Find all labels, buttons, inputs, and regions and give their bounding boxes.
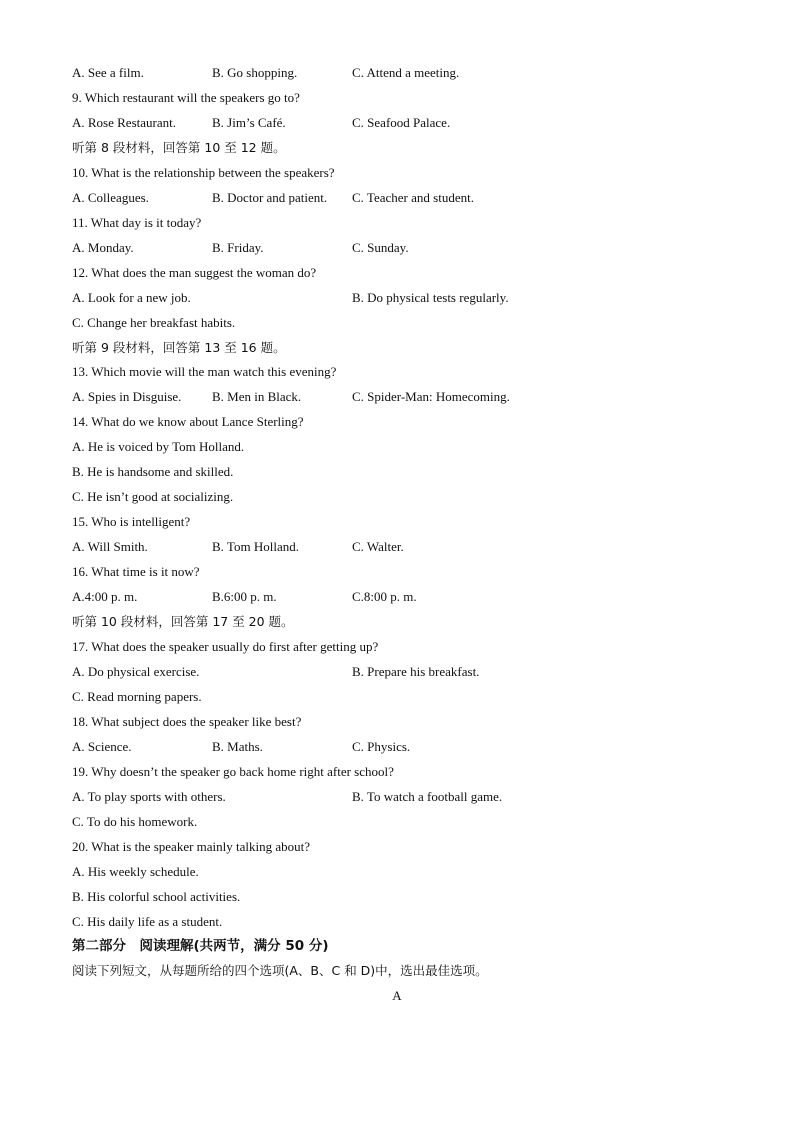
q13-option-b: B. Men in Black. bbox=[212, 389, 302, 404]
q18-option-b: B. Maths. bbox=[212, 739, 263, 754]
q8-option-a: A. See a film. bbox=[72, 65, 144, 80]
q16-option-c: C.8:00 p. m. bbox=[352, 589, 417, 604]
passage-label: A bbox=[392, 988, 402, 1003]
question-17: 17. What does the speaker usually do first after getting up? bbox=[72, 639, 379, 654]
part-2-title: 第二部分 阅读理解(共两节，满分 50 分) bbox=[72, 938, 329, 954]
q19-option-a: A. To play sports with others. bbox=[72, 789, 226, 804]
q12-option-b: B. Do physical tests regularly. bbox=[352, 290, 509, 305]
q17-option-b: B. Prepare his breakfast. bbox=[352, 664, 480, 679]
question-11: 11. What day is it today? bbox=[72, 215, 202, 230]
q19-option-b: B. To watch a football game. bbox=[352, 789, 503, 804]
q11-option-a: A. Monday. bbox=[72, 240, 134, 255]
question-13: 13. Which movie will the man watch this evening? bbox=[72, 364, 337, 379]
part-2-instruction: 阅读下列短文，从每题所给的四个选项(A、B、C 和 D)中，选出最佳选项。 bbox=[72, 963, 488, 978]
q17-option-a: A. Do physical exercise. bbox=[72, 664, 200, 679]
q18-option-c: C. Physics. bbox=[352, 739, 411, 754]
question-14: 14. What do we know about Lance Sterling? bbox=[72, 414, 304, 429]
q8-option-b: B. Go shopping. bbox=[212, 65, 298, 80]
question-10: 10. What is the relationship between the speakers? bbox=[72, 165, 335, 180]
q15-option-b: B. Tom Holland. bbox=[212, 539, 299, 554]
question-20: 20. What is the speaker mainly talking about? bbox=[72, 839, 311, 854]
q17-option-c: C. Read morning papers. bbox=[72, 689, 202, 704]
q15-option-c: C. Walter. bbox=[352, 539, 404, 554]
q10-option-c: C. Teacher and student. bbox=[352, 190, 474, 205]
q20-option-c: C. His daily life as a student. bbox=[72, 914, 223, 929]
q9-option-b: B. Jim’s Café. bbox=[212, 115, 286, 130]
q20-option-b: B. His colorful school activities. bbox=[72, 889, 241, 904]
q20-option-a: A. His weekly schedule. bbox=[72, 864, 199, 879]
q10-option-b: B. Doctor and patient. bbox=[212, 190, 328, 205]
q18-option-a: A. Science. bbox=[72, 739, 132, 754]
q13-option-a: A. Spies in Disguise. bbox=[72, 389, 182, 404]
question-15: 15. Who is intelligent? bbox=[72, 514, 191, 529]
q11-option-c: C. Sunday. bbox=[352, 240, 409, 255]
q9-option-a: A. Rose Restaurant. bbox=[72, 115, 176, 130]
question-16: 16. What time is it now? bbox=[72, 564, 200, 579]
q14-option-b: B. He is handsome and skilled. bbox=[72, 464, 234, 479]
q11-option-b: B. Friday. bbox=[212, 240, 264, 255]
question-12: 12. What does the man suggest the woman do? bbox=[72, 265, 317, 280]
q14-option-a: A. He is voiced by Tom Holland. bbox=[72, 439, 245, 454]
question-9: 9. Which restaurant will the speakers go to? bbox=[72, 90, 300, 105]
question-19: 19. Why doesn’t the speaker go back home right after school? bbox=[72, 764, 394, 779]
section-9-heading: 听第 9 段材料，回答第 13 至 16 题。 bbox=[72, 340, 286, 355]
q10-option-a: A. Colleagues. bbox=[72, 190, 149, 205]
q13-option-c: C. Spider-Man: Homecoming. bbox=[352, 389, 510, 404]
q15-option-a: A. Will Smith. bbox=[72, 539, 148, 554]
q14-option-c: C. He isn’t good at socializing. bbox=[72, 489, 234, 504]
q12-option-a: A. Look for a new job. bbox=[72, 290, 191, 305]
q16-option-b: B.6:00 p. m. bbox=[212, 589, 277, 604]
question-18: 18. What subject does the speaker like best? bbox=[72, 714, 302, 729]
section-8-heading: 听第 8 段材料，回答第 10 至 12 题。 bbox=[72, 140, 286, 155]
q12-option-c: C. Change her breakfast habits. bbox=[72, 315, 236, 330]
q19-option-c: C. To do his homework. bbox=[72, 814, 198, 829]
q16-option-a: A.4:00 p. m. bbox=[72, 589, 138, 604]
section-10-heading: 听第 10 段材料，回答第 17 至 20 题。 bbox=[72, 614, 294, 629]
q8-option-c: C. Attend a meeting. bbox=[352, 65, 460, 80]
q9-option-c: C. Seafood Palace. bbox=[352, 115, 451, 130]
